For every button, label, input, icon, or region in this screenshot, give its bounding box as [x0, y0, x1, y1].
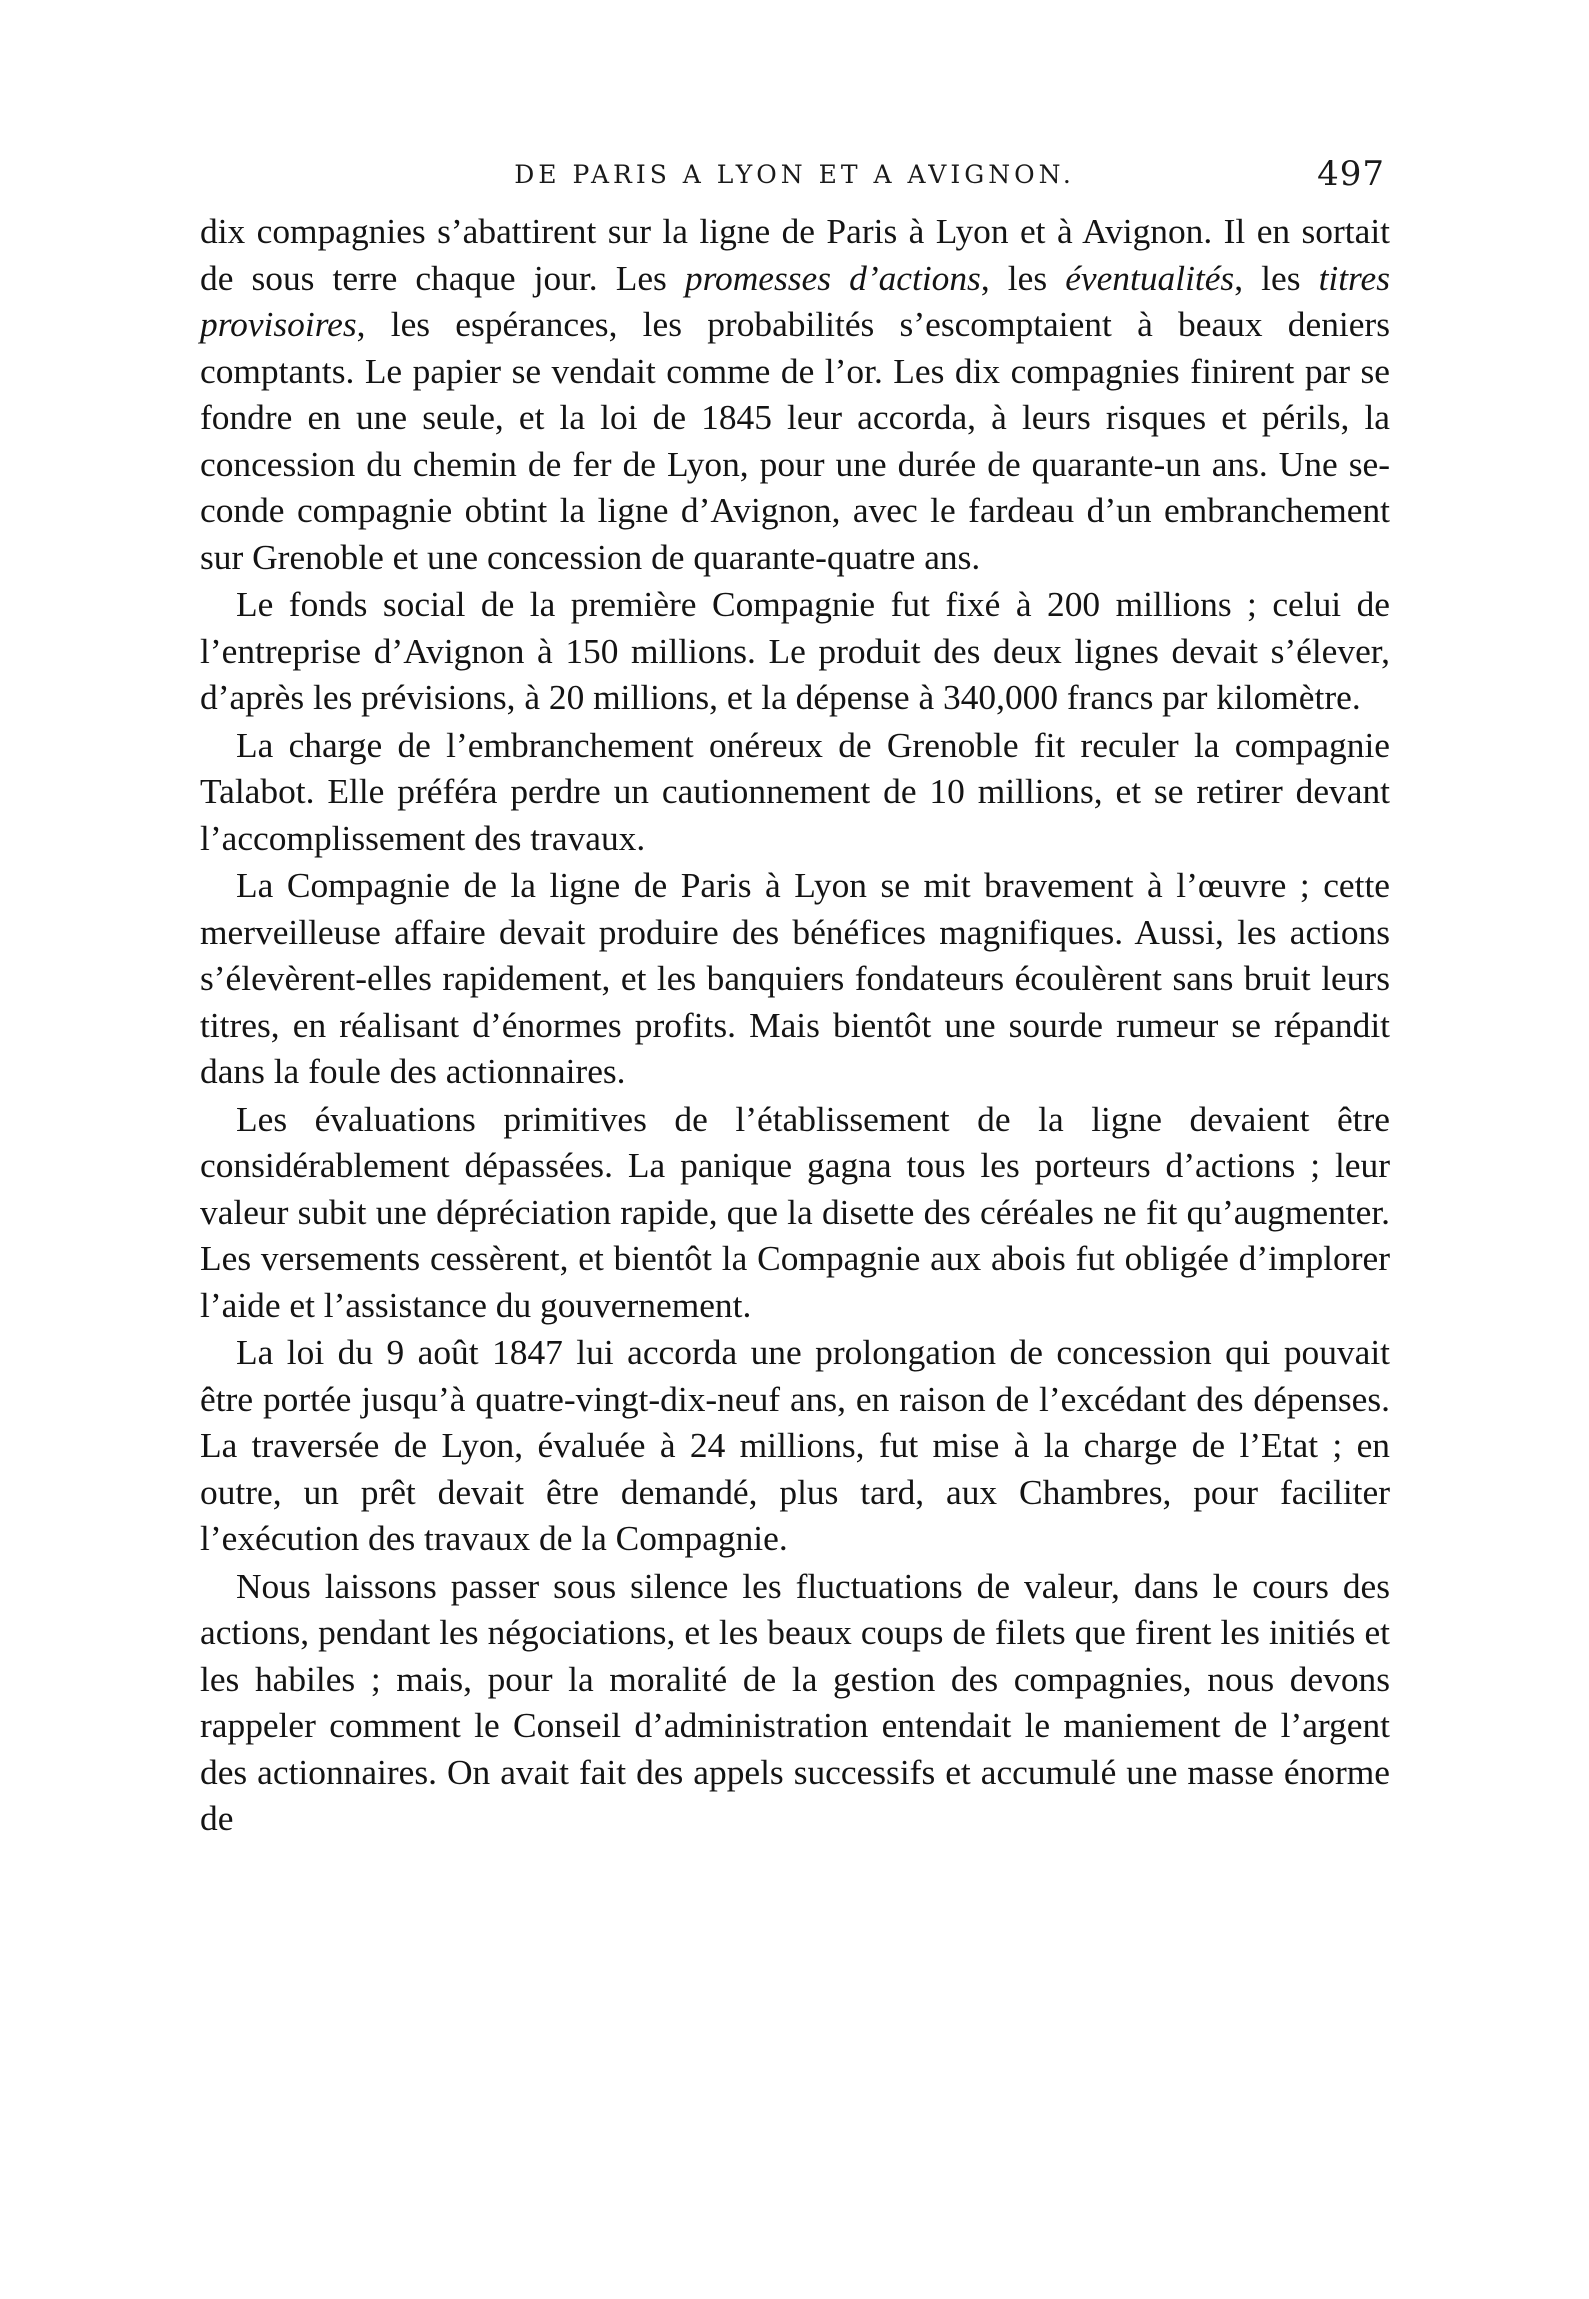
paragraph: [200, 208, 1390, 580]
paragraph: [200, 1329, 1390, 1562]
paragraph: [200, 581, 1390, 721]
running-head: [0, 154, 1589, 200]
text-run: Les évaluations primitives de l’établissement de la ligne devaient être considérablement dépassées. La panique gagna tous les porteurs d’actions ; leur valeur subit une dépréciation rapide, que la disette des céréales ne fit qu’augmenter. Les versements cessèrent, et bientôt la Compagnie aux abois fut obligée d’implorer l’aide et l’assistance du gouvernement.: [200, 1098, 1390, 1325]
text-run: dix compagnies s’abattirent sur la ligne de Paris à Lyon et à Avignon. Il en sortait de sous terre chaque jour. Les: [200, 211, 1390, 298]
text-run: , les: [980, 257, 1066, 298]
italic-phrase: éventualités: [1065, 257, 1235, 298]
paragraph: [200, 722, 1390, 862]
italic-phrase: titres provisoires: [200, 257, 1391, 344]
text-run: , les: [1234, 257, 1319, 298]
text-run: La charge de l’embranchement onéreux de Grenoble fit reculer la compagnie Talabot. Elle préféra perdre un cautionnement de 10 millions, et se retirer devant l’accomplissement des travaux.: [200, 724, 1390, 858]
paragraph: [200, 1563, 1390, 1842]
paragraph: [200, 1096, 1390, 1329]
text-run: La loi du 9 août 1847 lui accorda une prolongation de concession qui pouvait être portée jusqu’à quatre-vingt-dix-neuf ans, en raison de l’excédant des dépenses. La traversée de Lyon, évaluée à 24 millions, fut mise à la charge de l’Etat ; en outre, un prêt devait être demandé, plus tard, aux Chambres, pour faciliter l’exécution des travaux de la Compagnie.: [200, 1332, 1390, 1558]
italic-phrase: promesses d’actions: [684, 257, 981, 298]
text-run: Nous laissons passer sous silence les fluctuations de valeur, dans le cours des actions, pendant les négociations, et les beaux coups de filets que firent les initiés et les habiles ; mais, pour la moralité de la gestion des compagnies, nous devons rappeler comment le Conseil d’administration entendait le maniement de l’argent des actionnaires. On avait fait des appels successifs et accumulé une masse énorme de: [200, 1565, 1390, 1838]
body-text: [200, 208, 1390, 1842]
running-title: DE PARIS A LYON ET A AVIGNON.: [514, 160, 1075, 189]
text-run: Le fonds social de la première Compagnie fut fixé à 200 millions ; celui de l’entreprise d’Avignon à 150 millions. Le produit des deux lignes devait s’élever, d’après les prévisions, à 20 millions, et la dépense à 340,000 francs par kilomètre.: [200, 584, 1390, 717]
paragraph: [200, 862, 1390, 1095]
text-run: , les espérances, les probabilités s’escomptaient à beaux deniers comptants. Le papier se vendait comme de l’or. Les dix compagnies finirent par se fondre en une seule, et la loi de 1845 leur accorda, à leurs risques et périls, la concession du chemin de fer de Lyon, pour une durée de quarante-un ans. Une seconde compagnie obtint la ligne d’Avignon, avec le fardeau d’un embranchement sur Grenoble et une concession de quarante-quatre ans.: [200, 304, 1390, 577]
text-run: La Compagnie de la ligne de Paris à Lyon se mit bravement à l’œuvre ; cette merveilleuse affaire devait produire des bénéfices magnifiques. Aussi, les actions s’élevèrent-elles rapidement, et les banquiers fondateurs écoulèrent sans bruit leurs titres, en réalisant d’énormes profits. Mais bientôt une sourde rumeur se répandit dans la foule des actionnaires.: [200, 865, 1390, 1091]
page-number: 497: [1317, 154, 1385, 194]
